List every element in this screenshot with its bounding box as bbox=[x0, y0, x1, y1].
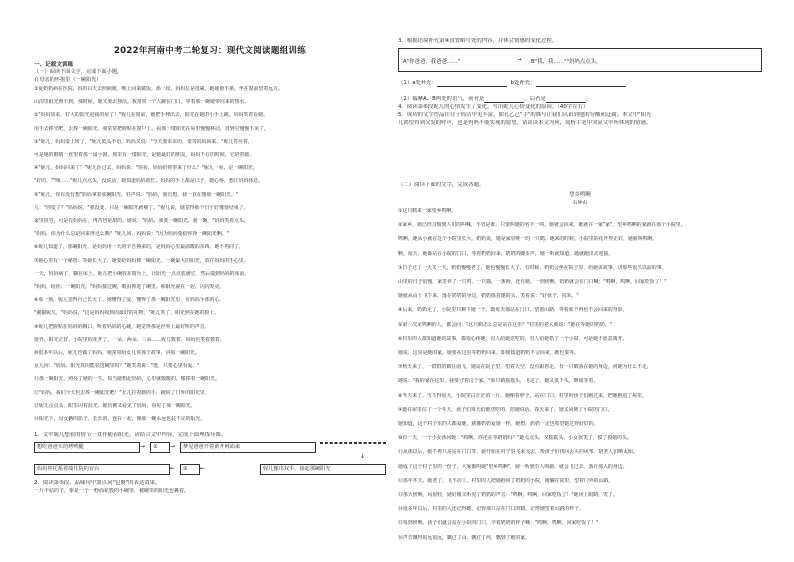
article-2-author: 石钟山 bbox=[572, 201, 588, 206]
paragraph-line: ⑬妮儿点点头，眼里闪着泪光，她仿佛又看见了妈妈，看见了那一碗阳光。 bbox=[34, 402, 196, 409]
flow-box-d: 妈妈拜托系着端住院的盲台 bbox=[34, 464, 170, 475]
answer-blank-a[interactable] bbox=[437, 86, 507, 87]
answer-blank-b[interactable] bbox=[536, 86, 626, 87]
right-column bbox=[398, 0, 762, 562]
paragraph-line: "好的。""咦……"妮儿点点头，没说话，她知道妈妈很忙，妈妈的手上都是口子，她心疼，想让妈妈休息。 bbox=[34, 178, 264, 185]
paragraph-line: 她说："我的家在这里，我要守着这个家。"那只鹤摇摇头，飞走了。她又低下头，继续等着。 bbox=[398, 378, 599, 385]
paragraph-line: ⑩有一天，一个小女孩问她："鸣啊，你还在等奶奶吗？"她点点头，又摇摇头，小女孩笑了，摸了摸她的头。 bbox=[398, 435, 632, 442]
article-title: 在母亲的怀抱里（一碗阳光） bbox=[34, 77, 102, 83]
paragraph-line: 啊。每天，她都站在小院的门口，等着奶奶回来，奶奶的脚步声，她一听就知道，她就跑出去迎接。 bbox=[398, 250, 614, 257]
paragraph-line: 她就从山上飞下来，落在奶奶的身边，奶奶摸着她的头，笑着说："好孩子，真乖。" bbox=[398, 293, 579, 300]
paragraph-line: ⑦她心里有一个秘密：等她长大了，她要给妈妈捧一碗阳光，一碗最大的阳光，放在妈妈的手心里。 bbox=[34, 257, 249, 264]
flow-box-e: ② bbox=[180, 464, 200, 475]
question-3: 3．根据语境补充第④段省略号处的内容，并体会情感的变化过程。 bbox=[398, 38, 558, 44]
paragraph-line: ⑧那一刻，妮儿觉得自己长大了。她懂得了爱，懂得了那一碗阳光里，有妈妈全部的心。 bbox=[34, 297, 225, 304]
question-3-sub2: （2）揣摩A、B两处的语气，前者是 ，后者是 。 bbox=[398, 96, 592, 102]
paragraph-line: 一天，妈妈病了，躺在床上。妮儿把小碗放在窗台上，让阳光一点点装满它，然后端到妈妈的床前。 bbox=[34, 270, 250, 277]
flow-box-a: 想吃爸爸买的烤鸭腿 bbox=[34, 442, 140, 453]
paragraph-line: 窗外，阳光正好。小院里的花开了，一朵，两朵，三朵……妮儿数着，妈妈也笑着数着。 bbox=[34, 336, 225, 343]
arrow-icon: → bbox=[140, 443, 146, 450]
box-text-b: B"我，我……""妈妈点点头。 bbox=[531, 59, 602, 65]
paragraph-line: ②"妈妈快来，好大的阳光进我的屋了！"妮儿在窗前，她把手伸出去，阳光在她的小手上跳，妈妈笑着看她。 bbox=[34, 112, 268, 119]
question-1: 1．文中妮儿想看的情节一直伴随着阳光，请结合文中内容，完成下面理线导图。 bbox=[34, 432, 227, 438]
flow-box-c: 梦见爸爸开着黄开网面来 bbox=[180, 442, 316, 453]
paragraph-line: ③日子过了一天又一天，奶奶慢慢老了，她也慢慢长大了，有时候，奶奶会坐在院子里，给她讲故事，讲那些很久以前的事。 bbox=[398, 264, 667, 271]
arrow-icon: → bbox=[517, 57, 522, 63]
paragraph-line: ⑫"妈妈，我们今天也去捧一碗阳光吧！"女儿拉着她的手，跑向了门外的阳光里。 bbox=[34, 389, 210, 396]
arrow-icon: → bbox=[170, 443, 176, 450]
paragraph-line: ⑪那一碗阳光，照亮了她的一生。每当她想起妈妈，心里就暖暖的，像捧着一碗阳光。 bbox=[34, 376, 220, 383]
paragraph-line: ⑦秋天来了，一群群的鹤往南飞，她站在院子里，望着天空，没有跟着走。有一只鹤落在她的身边，问她为什么不走， bbox=[398, 364, 652, 371]
reading-2-intro: （二）阅读下面的文字，完成各题。 bbox=[398, 182, 485, 188]
arrow-left-icon: ← bbox=[170, 465, 176, 472]
question-2: 2．阅读第⑤段，品味句中加点词"包裹"的表达效果。 bbox=[34, 480, 161, 486]
arrow-down-icon: ↓ bbox=[360, 453, 366, 460]
paragraph-line: 鸣啊，她从小就在这个小院里长大，奶奶说，她是家里唯一的一只鹤，她来的时候，小院里的花开得正好，她就叫鸣啊。 bbox=[398, 236, 658, 243]
paragraph-line: 她说，这里是她的家，她要在这里等奶奶回来。即使知道奶奶不会回来，她也要等。 bbox=[398, 350, 579, 356]
paragraph-line: ⑫那年冬天，她老了，飞不动了。村里的人把她抱回了奶奶的小院，她躺在窝里，望着门外的山路。 bbox=[398, 477, 614, 484]
paragraph-line: ③"妮儿，妈妈要上班了。"妮儿低头不语，妈妈又说："今天要乖乖的，要等妈妈回来。"妮儿答应着， bbox=[34, 138, 253, 145]
question-3-sub1: （1）a处补充： b处补充： bbox=[398, 80, 762, 87]
arrow-left-icon: ← bbox=[200, 465, 206, 472]
paragraph-line: 用手去捧光吧，去捧一碗阳光。我常常把脸贴在窗户上，看那一缕阳光在屋里慢慢移动，直到它慢慢不见了。 bbox=[34, 125, 269, 132]
question-5-line1: 5．成功的文字作品往往于简洁中见丰富，如孔乙己"手"的描写让我们认识到他的穷酸和迂腐；本文中"阳光 bbox=[398, 112, 652, 118]
paragraph-line: 她成了这个村子里的一份子，大家都叫她"望乡鸣啊"，她一听到有人叫她，就会飞过去，落在那人的身边。 bbox=[398, 463, 628, 470]
paragraph-line: 山沟里阳光照不到，那时候，她又要去挣活。我常常一个人蹲在门口，等着那一碗她带回来的热水。 bbox=[34, 99, 250, 106]
answer-blank-c[interactable] bbox=[484, 102, 524, 103]
paragraph-line: ⑨妮儿把脸贴在妈妈的胸口，听着妈妈的心跳，她觉得那是世界上最好听的声音。 bbox=[34, 323, 210, 330]
question-3-box bbox=[398, 48, 762, 72]
paragraph-line: "妈妈，你为什么总是回来得这么晚？"妮儿问，妈妈说："因为妈妈要给你挣一碗阳光啊。" bbox=[34, 231, 229, 238]
paragraph-line: ①夏奶奶病在医院，妈妈白天去照顾她，晚上回来做饭。那一段，妈妈总是很累，她疲惫不堪，坐在窗前望着远方。 bbox=[34, 86, 283, 92]
paragraph-line: "妈妈，给你，一碗阳光。"妈妈接过碗，眼泪掉进了碗里，和阳光混在一起，闪闪发亮。 bbox=[34, 284, 225, 290]
question-4: 4．阅读第⑥段妮儿的心情发生了变化，写出妮儿心情变化的原因。（40字左右） bbox=[398, 104, 589, 110]
left-column bbox=[34, 0, 386, 562]
paragraph-line: ⑤"妮儿，你有没有想"妈妈拿着那碗阳光，轻声说："妈妈，我有想，我一直在想那一碗阳光。" bbox=[34, 191, 239, 198]
reading-intro: （一）阅读下面文字，完成下面小题。 bbox=[34, 69, 123, 75]
paragraph-line: ⑪从那以后，她不再只是站在门口等，她开始在村子里飞来飞去，帮孩子们找回丢失的风筝，陪老人们晒太阳。 bbox=[398, 449, 638, 456]
paragraph-line: ⑤第一次见鸣啊的人，都会问："这只鹤怎么总是站在这里？"村里的老人就说："她在等她的奶奶。" bbox=[398, 321, 612, 328]
paragraph-line: ②家乡，她已经习惯到人们的叫喊，不管是谁，只要叫她的名字一叫，她就会回来，她就在一家"家"，望乡鸣啊的家就在那个小院里。 bbox=[398, 222, 686, 229]
flow-box-f: 妮儿像出双手，接起那碗阳光 bbox=[260, 464, 386, 475]
paragraph-line: ⑥村里的人都知道她的故事，都很心疼她，有人给她送吃的，有人给她搭了一个小窝，可是她不愿意离开， bbox=[398, 335, 628, 342]
paragraph-line: 她知道，这个村子里的人都爱她，就像奶奶爱她一样。她想，奶奶一定也希望她过得好好的。 bbox=[398, 421, 599, 427]
document-title: 2022年河南中考二轮复习：现代文阅读题组训练 bbox=[113, 46, 307, 56]
paragraph-line: 可是她的眼睛一直望着那一扇小窗。那里有一缕阳光，是她最好的朋友，妈妈不在的时候，它陪着她。 bbox=[34, 152, 255, 158]
paragraph-line: ⑭阳光下，母女俩的影子，长长的，连在一起，像那一碗永远也装不完的阳光。 bbox=[34, 416, 206, 422]
paragraph-line: "谢谢妮儿，"妈妈说，"这是妈妈收到的最好的礼物。"妮儿笑了，阳光照在她的脸上。 bbox=[34, 310, 220, 317]
box-text-a: A"你爸爸，我爸爸……" bbox=[403, 59, 461, 65]
paragraph-line: ④后来，奶奶走了，小院里只剩下她一个。她每天都站在门口，望着山路，等着那个再也不会回来的身影。 bbox=[398, 307, 628, 314]
paragraph-line: 家里很穷，可是有妈妈在，再苦也是甜的。她说："妈妈，我要一碗阳光，就一碗。"妈妈笑着点头。 bbox=[34, 218, 249, 224]
paragraph-line: 儿："你变了？"妈妈说，"我没变，只是一碗阳光就够了。"妮儿说，她觉得那个日子好像要结束了， bbox=[34, 204, 249, 211]
paragraph-line: 山里的日子很慢，家里养了一只鸡，一只猫，一条狗，还有她。一到傍晚，奶奶就会在门口喊："鸣啊，鸣啊，回家吃饭了！" bbox=[398, 279, 667, 285]
paragraph-line: ⑨她在屋里住了一个冬天，孩子们每天给她送吃的，陪她说话。春天来了，她又回到了小院的门口。 bbox=[398, 406, 613, 413]
paragraph-line: ⑩很多年以后，妮儿也做了妈妈。她常常给女儿讲那个故事，讲那一碗阳光。 bbox=[34, 350, 200, 356]
section-heading: 一、记叙文训练 bbox=[34, 62, 74, 68]
flow-box-blank bbox=[320, 442, 386, 444]
answer-blank-d[interactable] bbox=[546, 102, 586, 103]
paragraph-line: ⑯声音飘得很远很远，飘过了山，飘过了河，飘到了她的家。 bbox=[398, 534, 531, 541]
question-5-line2: 儿渴望得到父爱的呼声，也是妈妈不能实现的愿望。请谈谈本文为何，简析手笔中突显文中所体现的情感。 bbox=[398, 120, 652, 126]
paragraph-line: ④"妮儿，妈妈回来了！"妮儿扑过去，妈妈说："你看，妈妈给你带来了什么？"妮儿一看，是一碗阳光。 bbox=[34, 165, 258, 172]
paragraph-line: ⑮每到傍晚，孩子们就会站在小院的门口，学着奶奶的样子喊："鸣啊，鸣啊，回家吃饭了！" bbox=[398, 520, 599, 527]
paragraph-line: ⑭很多年以后，村里的人还记得她，记得那只站在门口的鹤，记得她望着山路的样子。 bbox=[398, 506, 584, 513]
article-2-title: 望乡鸣啊 bbox=[569, 192, 591, 198]
question-2-text: 一片丰姑的子，象是一个一秒面花般的小碗里，被碗里的阳光包裹着。 bbox=[34, 488, 190, 494]
paragraph-line: 女儿问："妈妈，阳光真的能装进碗里吗？"她笑着说："能，只要心里有爱。" bbox=[34, 363, 200, 370]
paragraph-line: ⑧冬天来了，雪下得很大，小院里白茫茫的一片。她缩着脖子，站在门口，村里的孩子们跑过来，把她抱进了屋里。 bbox=[398, 392, 647, 399]
paragraph-line: ⑥妮儿知道了，那碗阳光，是妈妈用一天的辛苦换来的，是妈妈心里最温暖的东西。她不再问了， bbox=[34, 244, 244, 251]
flow-box-b: ① bbox=[150, 442, 170, 453]
paragraph-line: ①这只鹤来一家望乡鸣啊。 bbox=[398, 208, 457, 214]
paragraph-line: ⑬那天傍晚，风很轻，她好像又听见了奶奶的声音："鸣啊，鸣啊，回家吃饭了！"她闭上眼睛，笑了。 bbox=[398, 492, 618, 498]
